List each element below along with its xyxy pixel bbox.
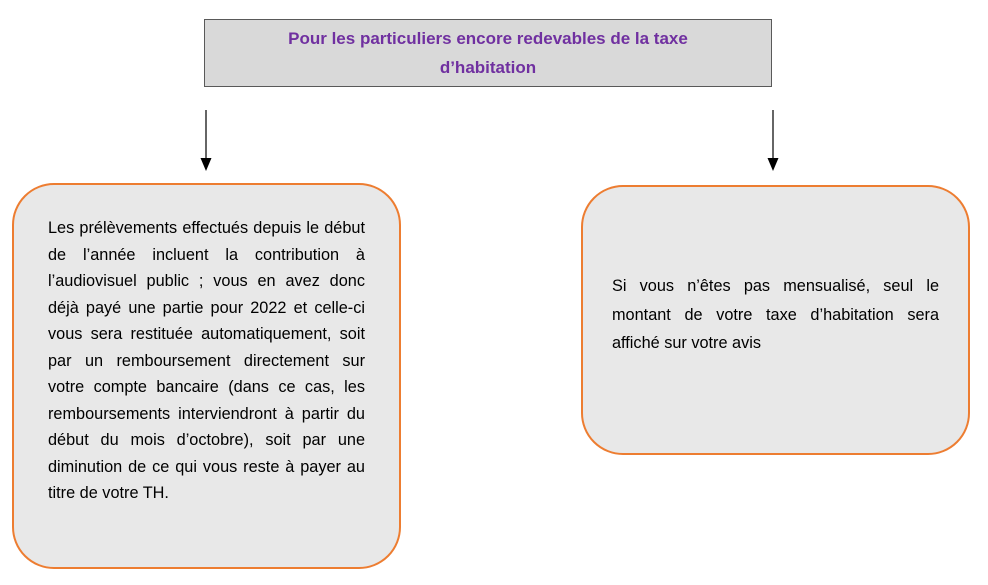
header-box	[204, 19, 772, 87]
info-box-right-text: Si vous n’êtes pas mensualisé, seul le montant de votre taxe d’habitation sera affiché sur votre avis	[612, 277, 939, 353]
info-box-left	[12, 183, 401, 569]
info-box-right	[581, 185, 970, 455]
arrow-right	[768, 110, 779, 171]
header-title: Pour les particuliers encore redevables de la taxe d’habitation	[288, 29, 688, 77]
info-box-left-text: Les prélèvements effectués depuis le début de l’année incluent la contribution à l’audiovisuel public ; vous en avez donc déjà payé une partie pour 2022 et celle-ci vous sera restituée automatiquement, soit par un remboursement directement sur votre compte bancaire (dans ce cas, les remboursements interviendront à partir du début du mois d’octobre), soit par une diminution de ce qui vous reste à payer au titre de votre TH.	[48, 219, 365, 502]
arrow-left	[201, 110, 212, 171]
